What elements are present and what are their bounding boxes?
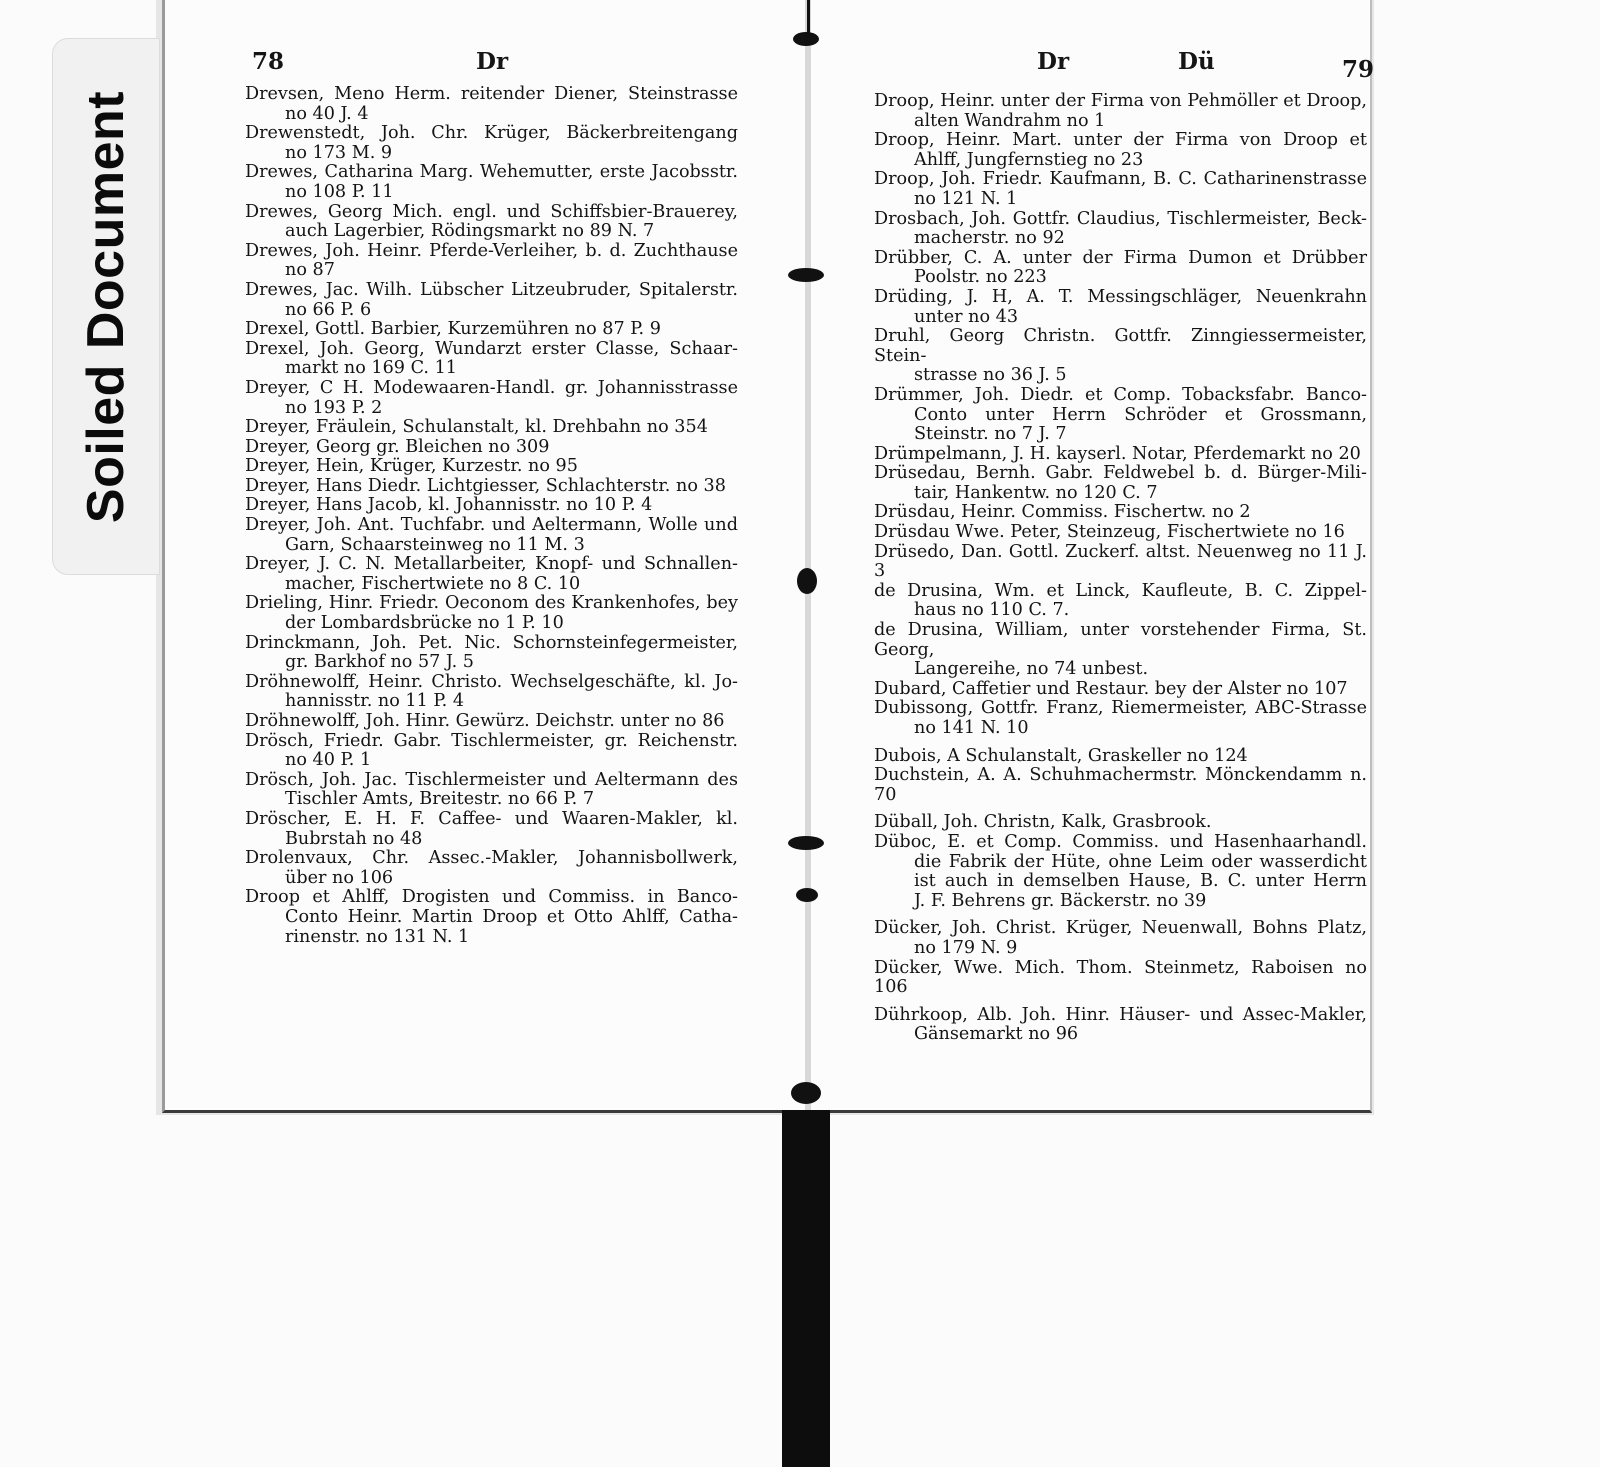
entry-continuation-line: tair, Hankentw. no 120 C. 7 [914,482,1158,503]
entry-continuation-line: die Fabrik der Hüte, ohne Leim oder wasserdicht [914,851,1367,872]
directory-entry [874,288,1367,327]
directory-entry [245,555,738,594]
directory-entry [245,849,738,888]
entry-first-line: Dreyer, Joh. Ant. Tuchfabr. und Aeltermann, Wolle und [245,515,738,536]
directory-entry [245,496,738,516]
entry-first-line: Dubois, A Schulanstalt, Graskeller no 124 [874,745,1248,766]
entry-first-line: Dreyer, J. C. N. Metallarbeiter, Knopf- und Schnallen- [245,554,738,575]
binding-stitch [793,32,819,46]
directory-entry [245,477,738,497]
entry-continuation-line: Tischler Amts, Breitestr. no 66 P. 7 [285,789,595,810]
directory-entry [245,634,738,673]
directory-entry [874,445,1367,465]
directory-entry [245,673,738,712]
entry-first-line: Dücker, Wwe. Mich. Thom. Steinmetz, Raboisen no 106 [874,957,1367,998]
entry-first-line: Drewes, Joh. Heinr. Pferde-Verleiher, b. d. Zuchthause [245,240,738,261]
entry-first-line: Drösch, Joh. Jac. Tischlermeister und Aeltermann des [245,769,738,790]
directory-entry [245,340,738,379]
entry-first-line: Droop, Heinr. Mart. unter der Firma von Droop et [874,130,1367,151]
directory-entry [245,888,738,947]
binding-stitch [791,1082,821,1104]
entry-first-line: Drewes, Catharina Marg. Wehemutter, erste Jacobsstr. [245,162,738,183]
directory-entry [874,464,1367,503]
entry-continuation-line: Conto Heinr. Martin Droop et Otto Ahlff, Catha- [285,906,738,927]
right-directory-column [874,92,1367,1045]
entry-first-line: Drüsedo, Dan. Gottl. Zuckerf. altst. Neuenweg no 11 J. 3 [874,541,1367,582]
entry-continuation-line: gr. Barkhof no 57 J. 5 [285,652,475,673]
directory-entry [245,85,738,124]
right-page-number: 79 [1342,56,1375,83]
directory-entry [874,747,1367,767]
entry-first-line: Drieling, Hinr. Friedr. Oeconom des Krankenhofes, bey [245,593,738,614]
binding-stitch [796,888,818,902]
entry-first-line: Drübber, C. A. unter der Firma Dumon et Drübber [874,247,1367,268]
directory-entry [245,418,738,438]
entry-continuation-line: no 173 M. 9 [285,142,393,163]
directory-entry [874,959,1367,998]
entry-first-line: Dührkoop, Alb. Joh. Hinr. Häuser- und Assec-Makler, [874,1004,1367,1025]
directory-entry [874,919,1367,958]
entry-continuation-line: no 108 P. 11 [285,181,394,202]
entry-continuation-line: Poolstr. no 223 [914,267,1047,288]
binding-stitch [797,568,817,594]
entry-first-line: Droop et Ahlff, Drogisten und Commiss. in Banco- [245,887,738,908]
entry-first-line: Drüsdau, Heinr. Commiss. Fischertw. no 2 [874,502,1251,523]
entry-continuation-line: markt no 169 C. 11 [285,358,458,379]
entry-continuation-line: alten Wandrahm no 1 [914,110,1106,131]
binding-stitch [788,268,824,282]
entry-first-line: Dubard, Caffetier und Restaur. bey der Alster no 107 [874,678,1348,699]
entry-first-line: Dreyer, Hein, Krüger, Kurzestr. no 95 [245,456,578,477]
directory-entry [874,327,1367,386]
entry-continuation-line: no 40 P. 1 [285,750,372,771]
directory-entry [874,833,1367,911]
left-page-number: 78 [252,48,285,75]
directory-entry [874,621,1367,680]
entry-continuation-line: Steinstr. no 7 J. 7 [914,424,1067,445]
entry-continuation-line: no 66 P. 6 [285,299,372,320]
bookmark-ribbon [782,1110,830,1467]
entry-first-line: Droop, Joh. Friedr. Kaufmann, B. C. Catharinenstrasse [874,169,1367,190]
directory-entry [874,1006,1367,1045]
directory-entry [245,438,738,458]
soiled-document-label [52,38,160,575]
directory-entry [245,203,738,242]
entry-continuation-line: no 87 [285,260,335,281]
entry-continuation-line: no 40 J. 4 [285,103,369,124]
directory-entry [245,516,738,555]
entry-first-line: Drewes, Jac. Wilh. Lübscher Litzeubruder, Spitalerstr. [245,279,738,300]
label-text: Soiled Document [77,90,135,523]
entry-first-line: Drümmer, Joh. Diedr. et Comp. Tobacksfabr. Banco- [874,384,1367,405]
entry-continuation-line: macherstr. no 92 [914,228,1065,249]
entry-first-line: Drolenvaux, Chr. Assec.-Makler, Johannisbollwerk, [245,848,738,869]
directory-entry [874,582,1367,621]
entry-continuation-line: Garn, Schaarsteinweg no 11 M. 3 [285,534,585,555]
entry-first-line: Dröhnewolff, Heinr. Christo. Wechselgeschäfte, kl. Jo- [245,671,738,692]
entry-first-line: Drüsdau Wwe. Peter, Steinzeug, Fischertwiete no 16 [874,522,1345,543]
entry-continuation-line: haus no 110 C. 7. [914,600,1070,621]
entry-continuation-line: macher, Fischertwiete no 8 C. 10 [285,573,581,594]
entry-first-line: Drexel, Gottl. Barbier, Kurzemühren no 87 P. 9 [245,319,661,340]
entry-first-line: Drevsen, Meno Herm. reitender Diener, Steinstrasse [245,84,738,104]
directory-entry [245,771,738,810]
entry-continuation-line: ist auch in demselben Hause, B. C. unter Herrn [914,871,1367,892]
entry-first-line: de Drusina, William, unter vorstehender Firma, St. Georg, [874,620,1367,660]
entry-continuation-line: rinenstr. no 131 N. 1 [285,926,470,947]
entry-continuation-line: unter no 43 [914,306,1019,327]
entry-continuation-line: über no 106 [285,867,394,888]
entry-continuation-line: Gänsemarkt no 96 [914,1024,1079,1045]
entry-continuation-line: Conto unter Herrn Schröder et Grossmann, [914,404,1367,425]
entry-first-line: Drosbach, Joh. Gottfr. Claudius, Tischlermeister, Beck- [874,208,1367,229]
entry-first-line: Dreyer, Hans Diedr. Lichtgiesser, Schlachterstr. no 38 [245,475,726,496]
entry-first-line: Drinckmann, Joh. Pet. Nic. Schornsteinfegermeister, [245,632,738,653]
directory-entry [874,386,1367,445]
directory-entry [245,163,738,202]
entry-first-line: de Drusina, Wm. et Linck, Kaufleute, B. C. Zippel- [874,580,1367,601]
entry-continuation-line: Langereihe, no 74 unbest. [914,659,1149,680]
entry-continuation-line: no 141 N. 10 [914,718,1029,738]
entry-first-line: Düboc, E. et Comp. Commiss. und Hasenhaarhandl. [874,831,1367,852]
directory-entry [874,523,1367,543]
entry-first-line: Dröhnewolff, Joh. Hinr. Gewürz. Deichstr. unter no 86 [245,711,725,731]
right-running-header-right: Dü [1178,48,1215,75]
left-directory-column [245,85,738,947]
entry-first-line: Drüding, J. H, A. T. Messingschläger, Neuenkrahn [874,286,1367,307]
entry-first-line: Dreyer, Georg gr. Bleichen no 309 [245,436,550,457]
entry-first-line: Drüsedau, Bernh. Gabr. Feldwebel b. d. Bürger-Mili- [874,463,1367,484]
directory-entry [245,457,738,477]
entry-first-line: Drösch, Friedr. Gabr. Tischlermeister, gr. Reichenstr. [245,730,738,751]
directory-entry [874,131,1367,170]
entry-first-line: Dreyer, C H. Modewaaren-Handl. gr. Johannisstrasse [245,377,738,398]
entry-continuation-line: auch Lagerbier, Rödingsmarkt no 89 N. 7 [285,221,655,242]
directory-entry [874,680,1367,700]
directory-entry [874,543,1367,582]
binding-stitch [788,836,824,850]
entry-continuation-line: no 193 P. 2 [285,397,383,418]
directory-entry [245,810,738,849]
entry-first-line: Drexel, Joh. Georg, Wundarzt erster Classe, Schaar- [245,338,738,359]
entry-first-line: Dubissong, Gottfr. Franz, Riemermeister, ABC-Strasse [874,698,1367,719]
directory-entry [245,124,738,163]
entry-continuation-line: J. F. Behrens gr. Bäckerstr. no 39 [914,890,1207,911]
directory-entry [245,281,738,320]
entry-first-line: Düball, Joh. Christn, Kalk, Grasbrook. [874,812,1212,833]
directory-entry [245,242,738,281]
entry-first-line: Drewes, Georg Mich. engl. und Schiffsbier-Brauerey, [245,201,738,222]
directory-entry [245,594,738,633]
directory-entry [874,249,1367,288]
entry-first-line: Drümpelmann, J. H. kayserl. Notar, Pferdemarkt no 20 [874,443,1361,464]
entry-first-line: Dröscher, E. H. F. Caffee- und Waaren-Makler, kl. [245,808,738,829]
entry-first-line: Droop, Heinr. unter der Firma von Pehmöller et Droop, [874,91,1367,111]
directory-entry [245,712,738,732]
entry-first-line: Dücker, Joh. Christ. Krüger, Neuenwall, Bohns Platz, [874,918,1367,939]
directory-entry [874,503,1367,523]
entry-first-line: Dreyer, Fräulein, Schulanstalt, kl. Drehbahn no 354 [245,417,708,438]
directory-entry [874,210,1367,249]
entry-first-line: Duchstein, A. A. Schuhmachermstr. Mönckendamm n. 70 [874,765,1367,805]
entry-continuation-line: strasse no 36 J. 5 [914,365,1067,386]
directory-entry [874,813,1367,833]
directory-entry [874,170,1367,209]
entry-continuation-line: hannisstr. no 11 P. 4 [285,691,465,712]
directory-entry [874,699,1367,738]
entry-continuation-line: Bubrstah no 48 [285,828,423,849]
right-running-header-left: Dr [1037,48,1070,75]
directory-entry [874,766,1367,805]
entry-continuation-line: Ahlff, Jungfernstieg no 23 [914,149,1144,170]
book-gutter [805,0,811,1112]
label-text-container [61,39,151,574]
entry-first-line: Druhl, Georg Christn. Gottfr. Zinngiessermeister, Stein- [874,326,1367,366]
directory-entry [245,732,738,771]
left-running-header: Dr [476,48,509,75]
directory-entry [245,320,738,340]
entry-first-line: Drewenstedt, Joh. Chr. Krüger, Bäckerbreitengang [245,123,738,144]
entry-continuation-line: der Lombardsbrücke no 1 P. 10 [285,613,564,634]
directory-entry [245,379,738,418]
entry-first-line: Dreyer, Hans Jacob, kl. Johannisstr. no 10 P. 4 [245,495,653,516]
entry-continuation-line: no 121 N. 1 [914,188,1018,209]
entry-continuation-line: no 179 N. 9 [914,937,1018,958]
directory-entry [874,92,1367,131]
